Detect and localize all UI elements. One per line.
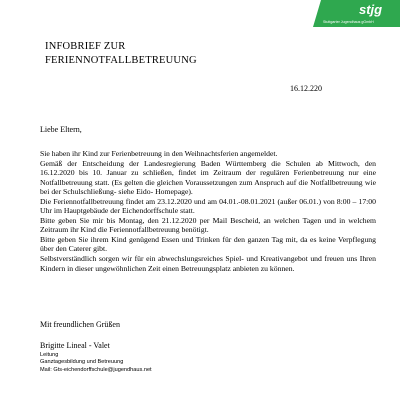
title-line-2: FERIENNOTFALLBETREUUNG [45,55,197,66]
letter-body [40,149,376,273]
paragraph: Bitte geben Sie mir bis Montag, den 21.12.2020 per Mail Bescheid, an welchen Tagen und in welchem Zeitraum ihr Kind die Feriennotfallbetreuung benötigt. [40,215,376,235]
signer-role-detail: Ganztagesbildung und Betreuung [40,359,124,366]
logo-sub-text: Stuttgarter Jugendhaus gGmbH [323,20,374,24]
signer-name: Brigitte Lineal - Valet [40,341,110,350]
signer-role: Leitung [40,352,59,358]
letter-date: 16.12.220 [290,84,322,93]
paragraph: Die Feriennotfallbetreuung findet am 23.12.2020 und am 04.01.-08.01.2021 (außer 06.01.) von 8:00 – 17:00 Uhr im Hauptgebäude der Eichendorffschule statt. [40,196,376,216]
letter-title [45,40,197,68]
signer-mail[interactable]: Mail: Gts-eichendorffschule@jugendhaus.net [40,366,152,373]
signature-block [40,352,152,374]
greeting: Liebe Eltern, [40,125,82,134]
stjg-logo [309,0,400,27]
paragraph: Bitte geben Sie ihrem Kind genügend Essen und Trinken für den ganzen Tag mit, da es keine Verpflegung über den Caterer gibt. [40,234,376,254]
paragraph: Sie haben ihr Kind zur Ferienbetreuung in den Weihnachtsferien angemeldet. [40,149,278,158]
paragraph: Selbstverständlich sorgen wir für ein abwechslungsreiches Spiel- und Kreativangebot und freuen uns Ihren Kindern in dieser ungewöhnlichen Zeit einen Betreuungsplatz anbieten zu können. [40,254,376,273]
paragraph: Gemäß der Entscheidung der Landesregierung Baden Württemberg die Schulen ab Mittwoch, den 16.12.2020 bis 10. Januar zu schließen, findet im Zeitraum der regulären Ferienbetreuung nur eine Notfallbetreuung statt. (Es gelten die gleichen Voraussetzungen zum Anspruch auf die Notfallbetreuung wie bei der Schulschließung- siehe Eido- Homepage). [40,158,376,197]
logo-text: stjg [359,2,383,17]
closing: Mit freundlichen Grüßen [40,320,120,329]
title-line-1: INFOBRIEF ZUR [45,41,126,52]
